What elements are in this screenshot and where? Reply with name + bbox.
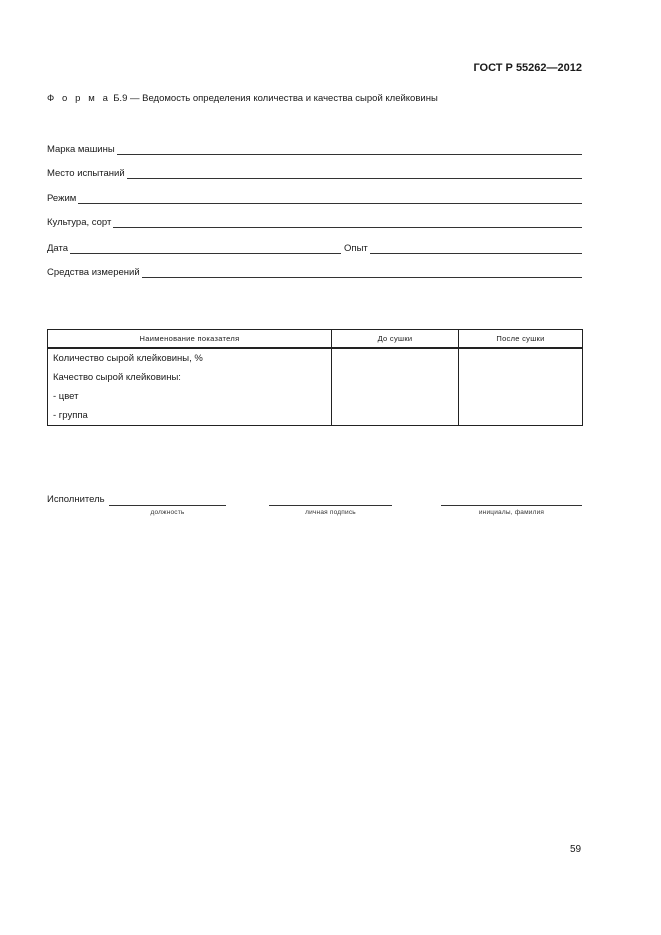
- column-header-after-drying: После сушки: [459, 330, 583, 349]
- name-fill-line[interactable]: [441, 505, 582, 506]
- column-header-indicator: Наименование показателя: [48, 330, 332, 349]
- signature-fill-line[interactable]: [269, 505, 392, 506]
- executor-label: Исполнитель: [47, 494, 105, 505]
- field-label: Режим: [47, 193, 77, 204]
- date-fill-line[interactable]: [70, 242, 341, 254]
- caption-signature: личная подпись: [305, 509, 356, 516]
- field-label-experiment: Опыт: [344, 243, 368, 254]
- position-fill-line[interactable]: [109, 505, 226, 506]
- field-label: Культура, сорт: [47, 217, 112, 228]
- field-test-place: [47, 165, 582, 179]
- field-measuring-instruments: [47, 264, 582, 278]
- row-group: - группа: [53, 410, 88, 421]
- form-title-prefix: Ф о р м а: [47, 93, 111, 104]
- field-machine-brand: [47, 141, 582, 155]
- row-gluten-quality: Качество сырой клейковины:: [53, 372, 181, 383]
- caption-initials-surname: инициалы, фамилия: [478, 509, 545, 516]
- field-label: Марка машины: [47, 144, 115, 155]
- column-header-before-drying: До сушки: [332, 330, 459, 349]
- field-label: Средства измерений: [47, 267, 140, 278]
- row-gluten-quantity: Количество сырой клейковины, %: [53, 353, 203, 364]
- caption-position: должность: [150, 509, 185, 516]
- field-date-experiment: [47, 240, 582, 254]
- form-title: [47, 93, 438, 104]
- table-row: [48, 348, 583, 426]
- indicator-table: [47, 329, 583, 426]
- after-drying-cell[interactable]: [459, 348, 583, 426]
- field-fill-line[interactable]: [78, 192, 582, 204]
- field-fill-line[interactable]: [127, 167, 582, 179]
- field-fill-line[interactable]: [113, 216, 582, 228]
- field-crop-variety: [47, 214, 582, 228]
- field-label: Место испытаний: [47, 168, 125, 179]
- field-mode: [47, 190, 582, 204]
- page-number: 59: [570, 844, 582, 855]
- before-drying-cell[interactable]: [332, 348, 459, 426]
- table-header-row: [48, 330, 583, 349]
- field-fill-line[interactable]: [142, 266, 582, 278]
- field-fill-line[interactable]: [117, 143, 582, 155]
- experiment-fill-line[interactable]: [370, 242, 582, 254]
- form-title-text: Б.9 — Ведомость определения количества и качества сырой клейковины: [110, 93, 438, 104]
- row-color: - цвет: [53, 391, 79, 402]
- field-label-date: Дата: [47, 243, 69, 254]
- indicator-names-cell: [48, 348, 332, 426]
- standard-number: ГОСТ Р 55262—2012: [473, 62, 582, 74]
